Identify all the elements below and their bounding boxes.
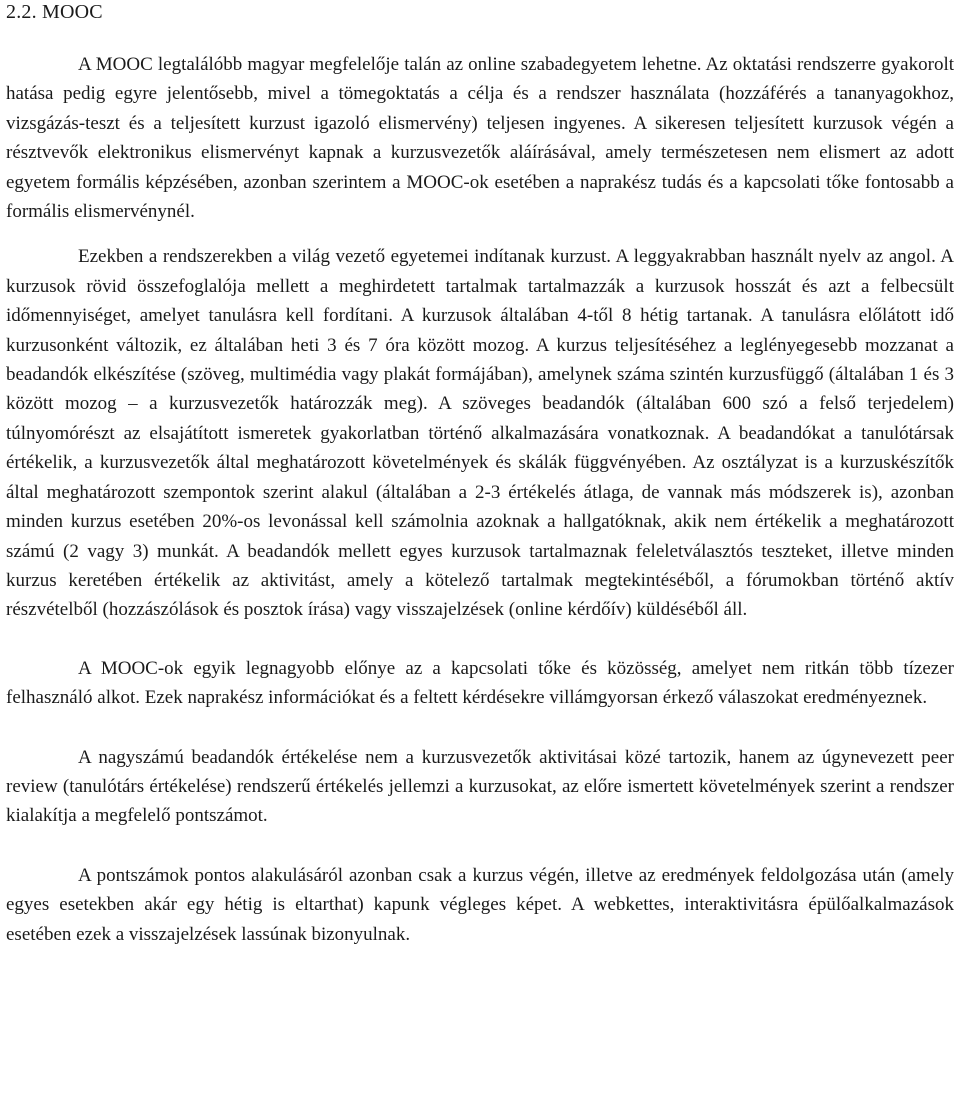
- paragraph-community: A MOOC-ok egyik legnagyobb előnye az a kapcsolati tőke és közösség, amelyet nem ritkán több tízezer felhasználó alkot. Ezek naprakész információkat és a feltett kérdésekre villámgyorsan érkező válaszokat eredményeznek.: [6, 657, 954, 709]
- paragraph-mooc-definition: A MOOC legtalálóbb magyar megfelelője talán az online szabadegyetem lehetne. Az oktatási rendszerre gyakorolt hatása pedig egyre jelentősebb, mivel a tömegoktatás a célja és a rendszer használata (hozzáférés a tananyagokhoz, vizsgázás-teszt és a teljesített kurzust igazoló elismervény) teljesen ingyenes. A sikeresen teljesített kurzusok végén a résztvevők elektronikus elismervényt kapnak a kurzusvezetők aláírásával, amely természetesen nem elismert az adott egyetem formális képzésében, azonban szerintem a MOOC-ok esetében a naprakész tudás és a kapcsolati tőke fontosabb a formális elismervénynél.: [6, 54, 954, 223]
- section-heading: 2.2. MOOC: [6, 1, 103, 23]
- paragraph-scoring: A pontszámok pontos alakulásáról azonban csak a kurzus végén, illetve az eredmények feldolgozása után (amely egyes esetekben akár egy hétig is eltarthat) kapunk végleges képet. A webkettes, interaktivitásra épülőalkalmazások esetében ezek a visszajelzések lassúnak bizonyulnak.: [6, 864, 954, 945]
- paragraph-course-structure: Ezekben a rendszerekben a világ vezető egyetemei indítanak kurzust. A leggyakrabban használt nyelv az angol. A kurzusok rövid összefoglalója mellett a meghirdetett tartalmak tartalmazzák a kurzusok hosszát és azt a felbecsült időmennyiséget, amelyet tanulásra kell fordítani. A kurzusok általában 4-től 8 hétig tartanak. A tanulásra előlátott idő kurzusonként változik, ez általában heti 3 és 7 óra között mozog. A kurzus teljesítéséhez a leglényegesebb mozzanat a beadandók elkészítése (szöveg, multimédia vagy plakát formájában), amelynek száma szintén kurzusfüggő (általában 1 és 3 között mozog – a kurzusvezetők határozzák meg). A szöveges beadandók (általában 600 szó a felső terjedelem) túlnyomórészt az elsajátított ismeretek gyakorlatban történő alkalmazására vonatkoznak. A beadandókat a tanulótársak értékelik, a kurzusvezetők által meghatározott követelmények és skálák függvényében. Az osztályzat is a kurzuskészítők által meghatározott szempontok szerint alakul (általában a 2-3 értékelés átlaga, de vannak más módszerek is), azonban minden kurzus esetében 20%-os levonással kell számolnia azoknak a hallgatóknak, akik nem értékelik a meghatározott számú (2 vagy 3) munkát. A beadandók mellett egyes kurzusok tartalmaznak feleletválasztós teszteket, illetve minden kurzus keretében értékelik az aktivitást, amely a kötelező tartalmak megtekintéséből, a fórumokban történő aktív részvételből (hozzászólások és posztok írása) vagy visszajelzések (online kérdőív) küldéséből áll.: [6, 246, 954, 621]
- paragraph-peer-review: A nagyszámú beadandók értékelése nem a kurzusvezetők aktivitásai közé tartozik, hanem az úgynevezett peer review (tanulótárs értékelése) rendszerű értékelés jellemzi a kurzusokat, az előre ismertett követelmények szerint a rendszer kialakítja a megfelelő pontszámot.: [6, 746, 954, 827]
